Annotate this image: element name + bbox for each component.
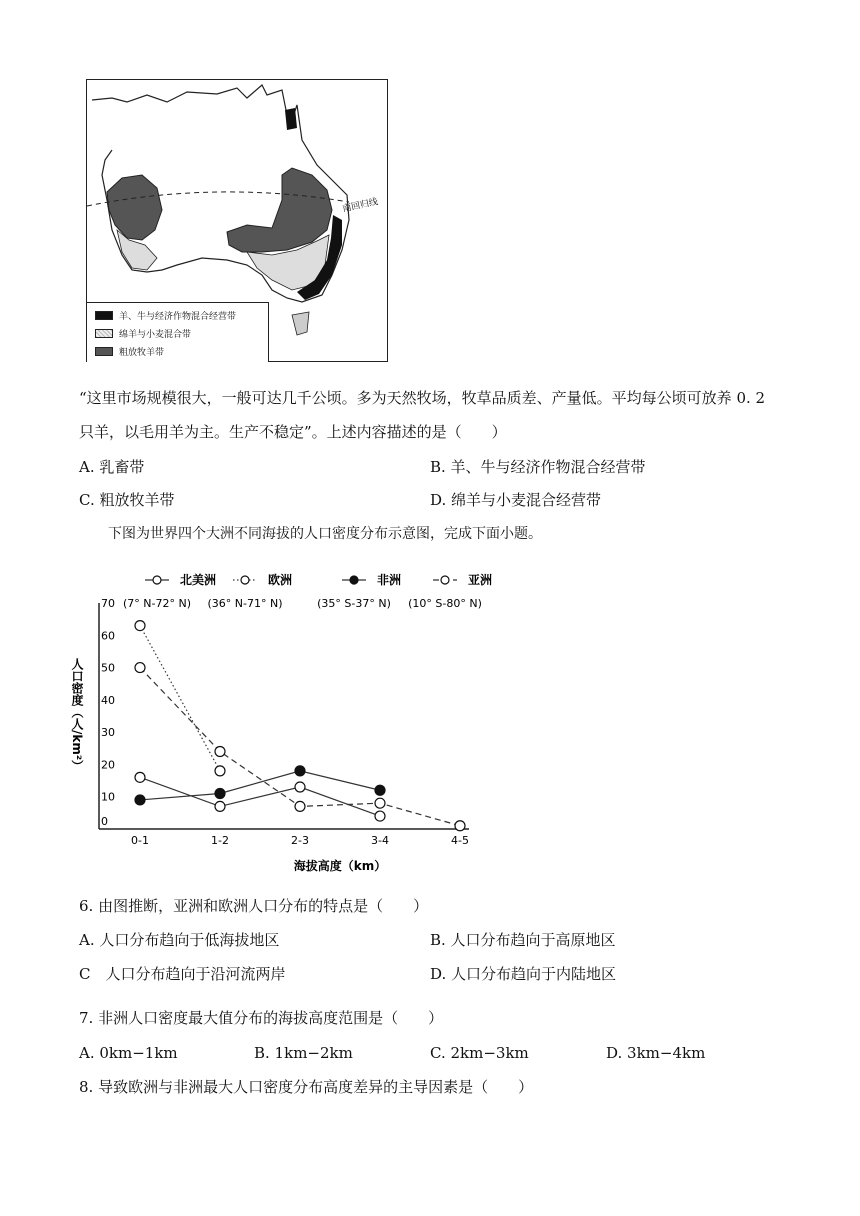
data-point <box>135 772 145 782</box>
x-tick-label: 3-4 <box>371 834 389 847</box>
q5-option-b[interactable]: B. 羊、牛与经济作物混合经营带 <box>430 458 646 476</box>
population-density-chart <box>70 563 530 883</box>
legend-marker <box>441 576 449 584</box>
legend-name: 北美洲 <box>180 573 217 587</box>
series-line-2 <box>140 771 380 800</box>
legend-swatch-black <box>95 311 113 320</box>
y-tick-label: 70 <box>101 597 115 610</box>
map-legend <box>87 302 269 362</box>
data-point <box>135 795 145 805</box>
series-line-1 <box>140 626 220 771</box>
q7-option-d[interactable]: D. 3km−4km <box>606 1044 706 1062</box>
legend-range: (10° S-80° N) <box>408 597 482 610</box>
chart-intro: 下图为世界四个大洲不同海拔的人口密度分布示意图，完成下面小题。 <box>108 526 542 542</box>
q5-stem-line1: “这里市场规模很大，一般可达几千公顷。多为天然牧场，牧草品质差、产量低。平均每公顷可放养 0. 2 <box>79 389 766 407</box>
q5-option-c[interactable]: C. 粗放牧羊带 <box>79 491 175 509</box>
legend-item-mixed <box>95 308 236 322</box>
legend-range: (35° S-37° N) <box>317 597 391 610</box>
legend-label: 羊、牛与经济作物混合经营带 <box>119 311 237 322</box>
data-point <box>375 811 385 821</box>
tropic-label: 南回归线 <box>341 197 379 215</box>
data-point <box>135 621 145 631</box>
q6-option-b[interactable]: B. 人口分布趋向于高原地区 <box>430 931 616 949</box>
data-point <box>295 766 305 776</box>
q7-option-b[interactable]: B. 1km−2km <box>254 1044 353 1062</box>
legend-marker <box>241 576 249 584</box>
legend-swatch-dark <box>95 347 113 356</box>
legend-marker <box>350 576 358 584</box>
x-tick-label: 0-1 <box>131 834 149 847</box>
data-point <box>295 801 305 811</box>
x-tick-label: 2-3 <box>291 834 309 847</box>
q6-option-d[interactable]: D. 人口分布趋向于内陆地区 <box>430 965 617 983</box>
q5-option-d[interactable]: D. 绵羊与小麦混合经营带 <box>430 491 602 509</box>
y-tick-label: 60 <box>101 629 115 643</box>
y-axis-label: 人口密度（人/km²） <box>70 658 84 773</box>
legend-name: 非洲 <box>377 573 402 587</box>
q7-option-a[interactable]: A. 0km−1km <box>79 1044 178 1062</box>
legend-name: 亚洲 <box>468 573 493 587</box>
q7-stem: 7. 非洲人口密度最大值分布的海拔高度范围是（ ） <box>79 1009 444 1027</box>
legend-range: (36° N-71° N) <box>207 597 283 610</box>
legend-swatch-dotted <box>95 329 113 338</box>
x-tick-label: 4-5 <box>451 834 469 847</box>
legend-item-sheep-wheat <box>95 326 191 340</box>
legend-marker <box>153 576 161 584</box>
y-tick-label: 10 <box>101 790 115 804</box>
legend-label: 粗放牧羊带 <box>119 347 165 358</box>
q8-stem: 8. 导致欧洲与非洲最大人口密度分布高度差异的主导因素是（ ） <box>79 1078 534 1096</box>
y-tick-label: 40 <box>101 693 115 707</box>
chart-svg <box>70 563 530 883</box>
x-axis-label: 海拔高度（km） <box>293 859 387 873</box>
data-point <box>215 766 225 776</box>
y-tick-label: 20 <box>101 758 115 772</box>
q6-option-a[interactable]: A. 人口分布趋向于低海拔地区 <box>79 931 280 949</box>
x-tick-label: 1-2 <box>211 834 229 847</box>
legend-item-coarse-sheep <box>95 344 164 358</box>
y-tick-label: 0 <box>101 815 108 828</box>
legend-range: (7° N-72° N) <box>123 597 191 610</box>
data-point <box>295 782 305 792</box>
q5-option-a[interactable]: A. 乳畜带 <box>79 458 145 476</box>
data-point <box>375 798 385 808</box>
q7-option-c[interactable]: C. 2km−3km <box>430 1044 529 1062</box>
q5-stem-line2: 只羊，以毛用羊为主。生产不稳定”。上述内容描述的是（ ） <box>79 423 507 441</box>
data-point <box>215 747 225 757</box>
legend-name: 欧洲 <box>268 573 293 587</box>
australia-map <box>86 79 388 362</box>
data-point <box>375 785 385 795</box>
q6-stem: 6. 由图推断，亚洲和欧洲人口分布的特点是（ ） <box>79 897 429 915</box>
y-tick-label: 50 <box>101 661 115 675</box>
y-tick-label: 30 <box>101 726 115 740</box>
data-point <box>455 821 465 831</box>
data-point <box>215 788 225 798</box>
q6-option-c[interactable]: C 人口分布趋向于沿河流两岸 <box>79 965 286 983</box>
data-point <box>215 801 225 811</box>
data-point <box>135 663 145 673</box>
legend-label: 绵羊与小麦混合带 <box>119 329 192 340</box>
